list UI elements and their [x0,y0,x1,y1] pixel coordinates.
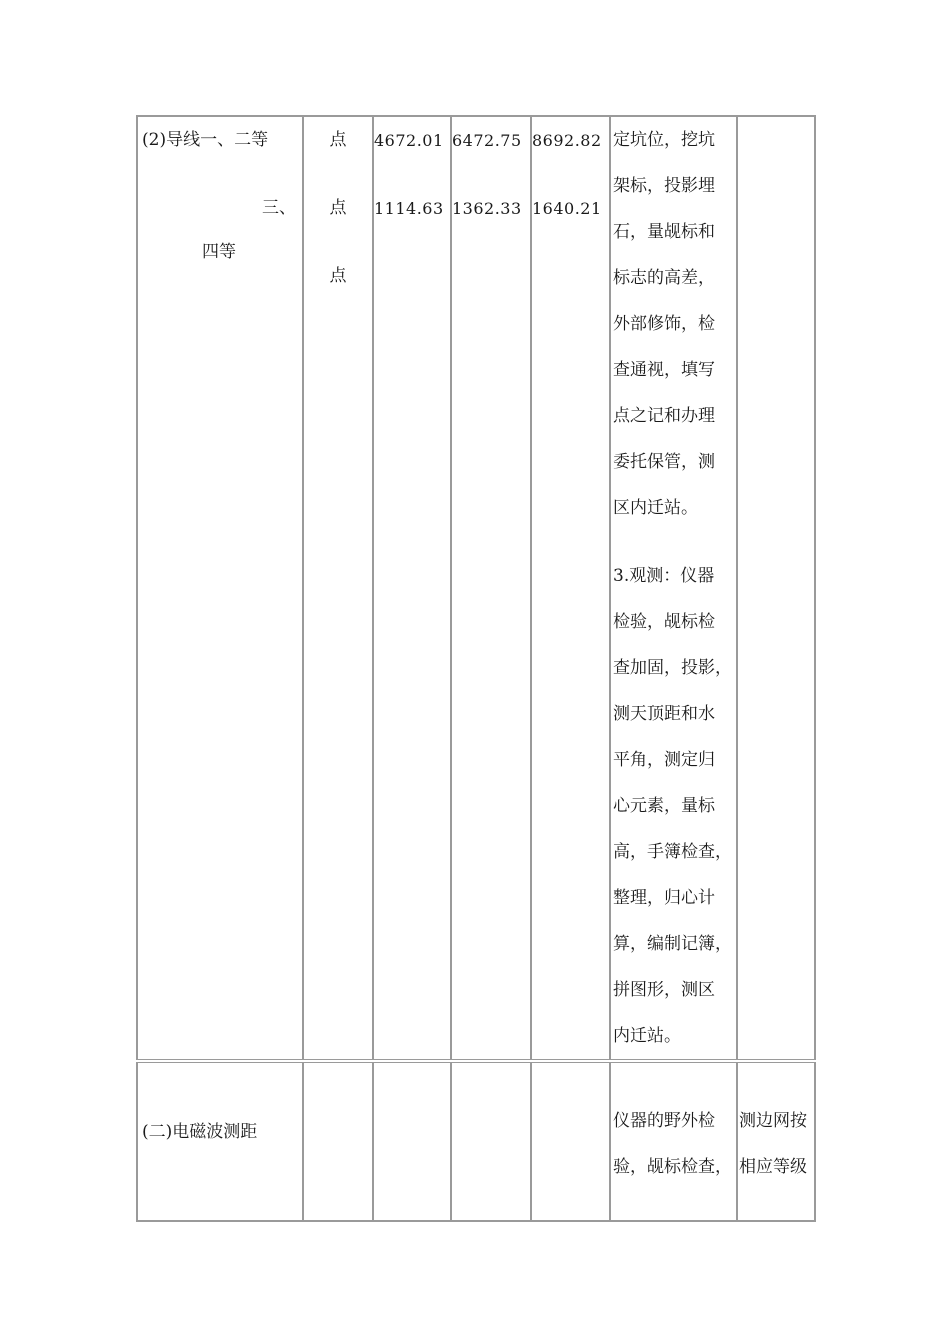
unit-value: 点 [329,198,347,218]
unit-cell [303,1061,373,1221]
value-cell [373,1061,451,1221]
item-label-cell [137,1061,303,1221]
table-row [137,1061,815,1221]
work-content-line: 平角，测定归 [613,750,715,770]
work-content-line: 定坑位，挖坑 [613,130,715,150]
work-content-line: 仪器的野外检 [613,1111,715,1131]
value-cell [451,116,531,1061]
value-cell [373,116,451,1061]
unit-cell [303,116,373,1061]
work-content-line: 算，编制记簿， [613,934,732,954]
work-content-line: 验，觇标检查， [613,1157,732,1177]
item-label: (二)电磁波测距 [142,1122,258,1142]
value: 4672.01 [374,131,444,150]
quota-table [136,115,816,1222]
value-cell [531,1061,610,1221]
work-content-line: 测天顶距和水 [613,704,715,724]
item-label-line3: 四等 [202,242,236,262]
table-row [137,116,815,1061]
value: 8692.82 [532,131,602,150]
work-content-line: 点之记和办理 [613,406,715,426]
work-content-line: 查通视，填写 [613,360,715,380]
work-content-line: 委托保管，测 [613,452,715,472]
work-content-line: 高，手簿检查， [613,842,732,862]
work-content-line: 标志的高差， [613,268,715,288]
item-label-cell [137,116,303,1061]
note-line: 测边网按 [739,1111,807,1131]
item-label-line2: 三、 [262,198,296,218]
item-label-line1: (2)导线一、二等 [142,130,269,150]
work-content-line: 内迁站。 [613,1026,681,1046]
note-line: 相应等级 [739,1157,807,1177]
work-content-line: 查加固，投影， [613,658,732,678]
work-content-line: 检验，觇标检 [613,612,715,632]
value-cell [451,1061,531,1221]
work-content-cell [610,116,737,1061]
note-cell [737,1061,815,1221]
work-content-line: 整理，归心计 [613,888,715,908]
work-content-line: 区内迁站。 [613,498,698,518]
value: 1114.63 [374,199,444,218]
value: 1640.21 [532,199,602,218]
work-content-line: 拼图形，测区 [613,980,715,1000]
value: 6472.75 [452,131,522,150]
work-content-cell [610,1061,737,1221]
value: 1362.33 [452,199,522,218]
note-cell [737,116,815,1061]
unit-value: 点 [329,130,347,150]
work-content-line: 3.观测：仪器 [613,566,715,586]
work-content-line: 心元素，量标 [613,796,715,816]
work-content-line: 架标，投影埋 [613,176,715,196]
work-content-line: 石，量觇标和 [613,222,715,242]
unit-value: 点 [329,266,347,286]
value-cell [531,116,610,1061]
work-content-line: 外部修饰，检 [613,314,715,334]
